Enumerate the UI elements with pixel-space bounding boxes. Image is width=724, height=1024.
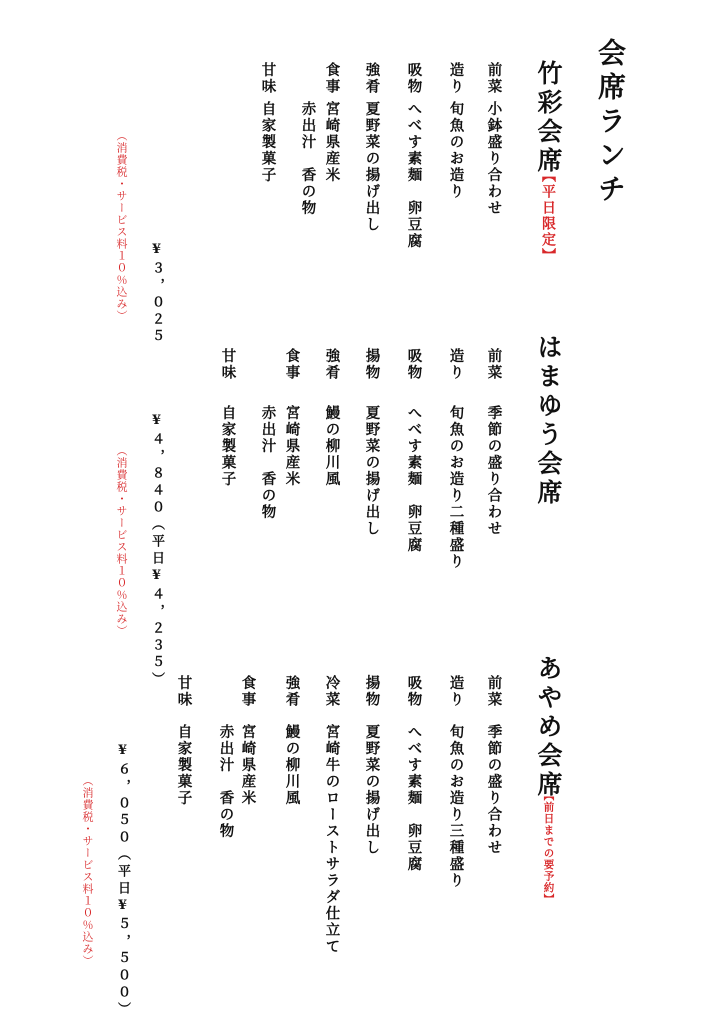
menu-item-label: 食事 <box>323 62 341 95</box>
menu-item-label: 強肴 <box>363 62 381 95</box>
menu-item-label: 強肴 <box>323 348 341 381</box>
menu-item-text: 季節の盛り合わせ <box>485 724 503 856</box>
menu-item-label: 吸物 <box>405 675 423 708</box>
course-name: 竹彩会席 <box>534 60 563 176</box>
menu-item-label: 食事 <box>239 675 257 708</box>
menu-item-text: 旬魚のお造り <box>447 101 465 200</box>
menu-item-label: 強肴 <box>283 675 301 708</box>
tax-note: （消費税・サービス料１０％込み） <box>115 130 128 322</box>
menu-item-label: 吸物 <box>405 348 423 381</box>
menu-item-text: 宮崎県産米 <box>323 101 341 184</box>
menu-item-label: 前菜 <box>485 62 503 95</box>
menu-item-label: 前菜 <box>485 675 503 708</box>
menu-item-text: 小鉢盛り合わせ <box>485 101 503 217</box>
menu-item-text: 夏野菜の揚げ出し <box>363 724 381 856</box>
menu-item-text: 自家製菓子 <box>259 101 277 184</box>
menu-item-text: 季節の盛り合わせ <box>485 405 503 537</box>
menu-item-label: 揚物 <box>363 675 381 708</box>
menu-item-label: 吸物 <box>405 62 423 95</box>
menu-item-text: 赤出汁 香の物 <box>299 101 317 217</box>
menu-item-text: 鰻の柳川風 <box>283 724 301 807</box>
course-price: ¥６，０５０（平日¥５，５００） <box>115 743 130 1019</box>
menu-item-label: 食事 <box>283 348 301 381</box>
menu-item-text: 自家製菓子 <box>175 724 193 807</box>
menu-item-label: 造り <box>447 675 465 708</box>
menu-item-label: 甘味 <box>219 348 237 381</box>
menu-item-label: 造り <box>447 62 465 95</box>
course-name: あやめ会席 <box>534 655 563 800</box>
menu-item-text: 赤出汁 香の物 <box>259 405 277 521</box>
menu-item-label: 冷菜 <box>323 675 341 708</box>
course-price: ¥４，８４０（平日¥４，２３５） <box>149 413 164 689</box>
menu-item-text: 旬魚のお造り二種盛り <box>447 405 465 570</box>
menu-item-text: 夏野菜の揚げ出し <box>363 405 381 537</box>
tax-note: （消費税・サービス料１０％込み） <box>115 445 128 637</box>
menu-item-text: 宮崎県産米 <box>239 724 257 807</box>
menu-item-text: 自家製菓子 <box>219 405 237 488</box>
menu-item-text: 宮崎牛のローストサラダ仕立て <box>323 724 341 955</box>
menu-item-label: 造り <box>447 348 465 381</box>
menu-item-text: へべす素麺 卵豆腐 <box>405 724 423 873</box>
menu-item-text: へべす素麺 卵豆腐 <box>405 101 423 250</box>
menu-item-label: 揚物 <box>363 348 381 381</box>
menu-item-text: 鰻の柳川風 <box>323 405 341 488</box>
page-title: 会席ランチ <box>594 38 627 208</box>
course-note: 【平日限定】 <box>540 168 556 264</box>
menu-item-text: 宮崎県産米 <box>283 405 301 488</box>
course-note: 【前日までの要予約】 <box>542 790 555 905</box>
tax-note: （消費税・サービス料１０％込み） <box>81 775 94 967</box>
course-price: ¥３，０２５ <box>149 242 164 346</box>
menu-item-label: 甘味 <box>175 675 193 708</box>
menu-item-text: 赤出汁 香の物 <box>217 724 235 840</box>
menu-item-label: 前菜 <box>485 348 503 381</box>
menu-item-text: 夏野菜の揚げ出し <box>363 101 381 233</box>
menu-item-text: 旬魚のお造り三種盛り <box>447 724 465 889</box>
menu-item-label: 甘味 <box>259 62 277 95</box>
menu-item-text: へべす素麺 卵豆腐 <box>405 405 423 554</box>
course-name: はまゆう会席 <box>534 334 563 508</box>
